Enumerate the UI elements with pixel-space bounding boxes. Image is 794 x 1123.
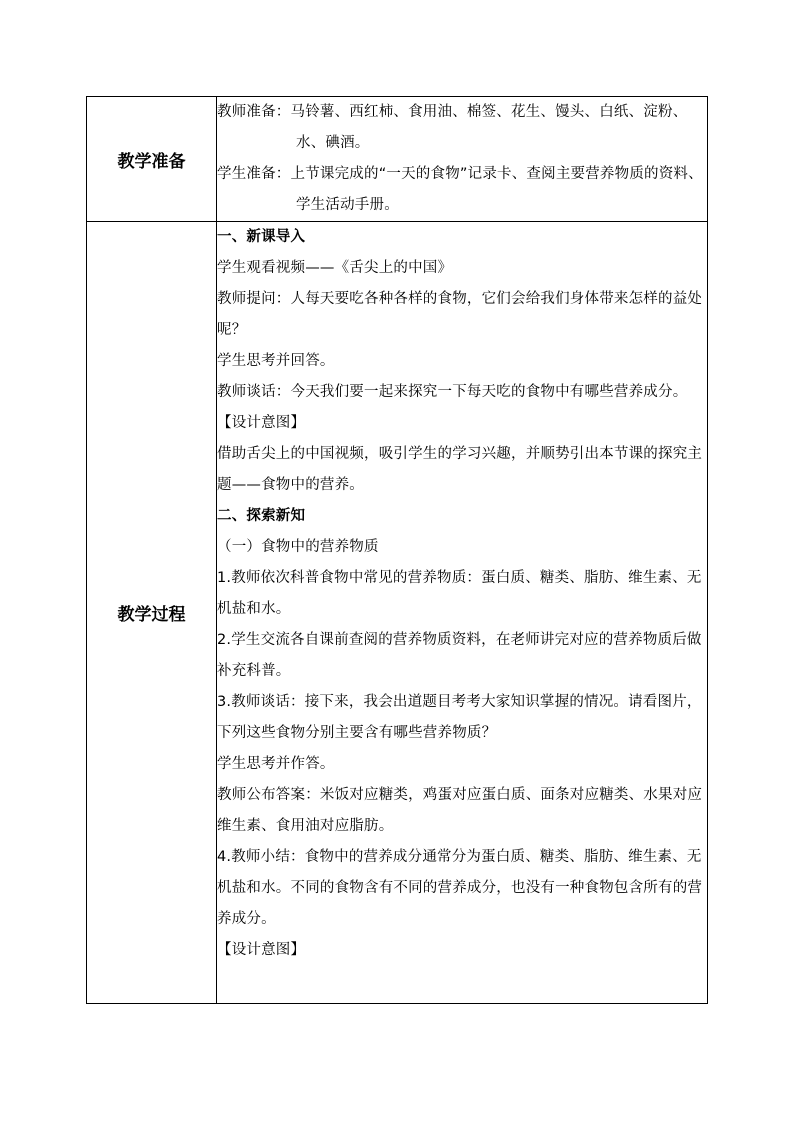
section-heading: 一、新课导入 <box>217 229 306 245</box>
process-paragraph: 教师公布答案：米饭对应糖类，鸡蛋对应蛋白质、面条对应糖类、水果对应维生素、食用油对应脂肪。 <box>217 787 703 834</box>
process-paragraph: 1.教师依次科普食物中常见的营养物质：蛋白质、糖类、脂肪、维生素、无机盐和水。 <box>217 570 702 617</box>
process-paragraph: 教师提问：人每天要吃各种各样的食物，它们会给我们身体带来怎样的益处呢？ <box>217 291 703 338</box>
section-heading: 二、探索新知 <box>217 508 306 524</box>
prep-label: 教学准备 <box>87 97 217 222</box>
process-paragraph: 2.学生交流各自课前查阅的营养物质资料，在老师讲完对应的营养物质后做补充科普。 <box>217 632 702 679</box>
prep-content <box>217 97 708 222</box>
lesson-plan-table <box>86 96 708 1004</box>
teacher-prep-text: 教师准备：马铃薯、西红柿、食用油、棉签、花生、馒头、白纸、淀粉、水、碘酒。 <box>217 104 688 151</box>
process-paragraph: 【设计意图】 <box>217 415 306 431</box>
process-paragraph: 教师谈话：今天我们要一起来探究一下每天吃的食物中有哪些营养成分。 <box>217 384 688 400</box>
process-paragraph: 学生观看视频——《舌尖上的中国》 <box>217 260 453 276</box>
student-prep-text: 学生准备：上节课完成的“一天的食物”记录卡、查阅主要营养物质的资料、学生活动手册。 <box>217 166 703 213</box>
prep-row <box>87 97 708 222</box>
process-label: 教学过程 <box>87 222 217 1004</box>
process-lines <box>217 222 707 966</box>
process-paragraph: 4.教师小结：食物中的营养成分通常分为蛋白质、糖类、脂肪、维生素、无机盐和水。不同的食物含有不同的营养成分，也没有一种食物包含所有的营养成分。 <box>217 849 703 927</box>
process-row <box>87 222 708 1004</box>
process-paragraph: 学生思考并作答。 <box>217 756 335 772</box>
process-paragraph: 【设计意图】 <box>217 942 306 958</box>
process-paragraph: 借助舌尖上的中国视频，吸引学生的学习兴趣，并顺势引出本节课的探究主题——食物中的营养。 <box>217 446 703 493</box>
process-paragraph: （一）食物中的营养物质 <box>217 539 379 555</box>
process-paragraph: 3.教师谈话：接下来，我会出道题目考考大家知识掌握的情况。请看图片，下列这些食物分别主要含有哪些营养物质？ <box>217 694 702 741</box>
process-content <box>217 222 708 1004</box>
process-paragraph: 学生思考并回答。 <box>217 353 335 369</box>
